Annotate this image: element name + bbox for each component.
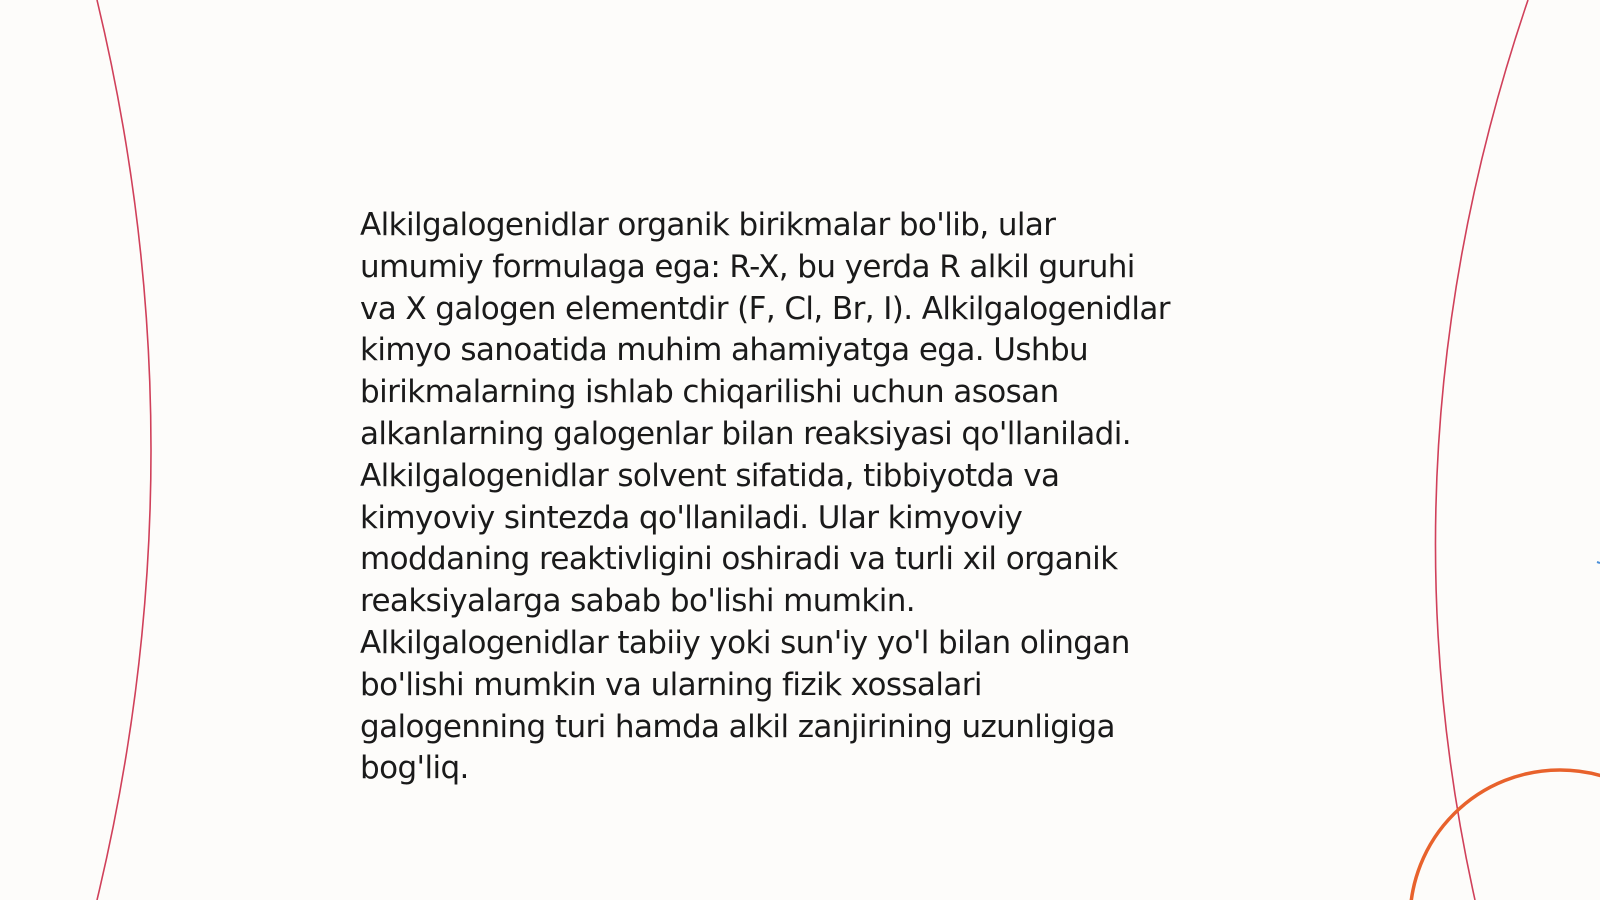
right-curve-line [1435, 0, 1528, 900]
orange-arc [1410, 770, 1600, 900]
left-curve-line [97, 0, 151, 900]
body-paragraph: Alkilgalogenidlar organik birikmalar bo'lib, ular umumiy formulaga ega: R-X, bu yerda R alkil guruhi va X galogen elementdir (F, Cl, Br, I). Alkilgalogenidlar kimyo sanoatida muhim ahamiyatga ega. Ushbu birikmalarning ishlab chiqarilishi uchun asosan alkanlarning galogenlar bilan reaksiyasi qo'llaniladi. Alkilgalogenidlar solvent sifatida, tibbiyotda va kimyoviy sintezda qo'llaniladi. Ular kimyoviy moddaning reaktivligini oshiradi va turli xil organik reaksiyalarga sabab bo'lishi mumkin. Alkilgalogenidlar tabiiy yoki sun'iy yo'l bilan olingan bo'lishi mumkin va ularning fizik xossalari galogenning turi hamda alkil zanjirining uzunligiga bog'liq. [360, 207, 1170, 787]
